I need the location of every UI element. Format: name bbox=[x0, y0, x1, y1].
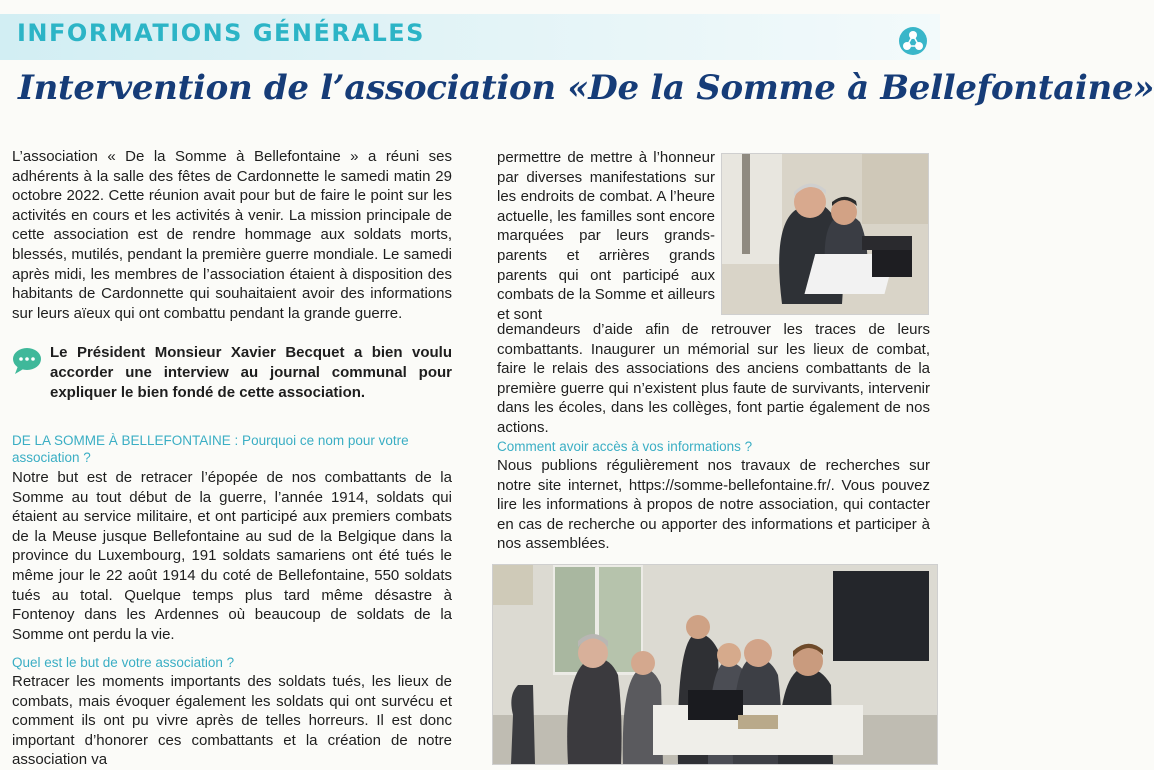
photo-group-meeting bbox=[492, 564, 938, 765]
president-callout bbox=[12, 343, 452, 403]
article-title: Intervention de l’association «De la Somme à Bellefontaine» bbox=[18, 68, 1154, 108]
photo-group-meeting-image bbox=[493, 565, 937, 764]
chat-bubble-icon bbox=[12, 347, 42, 375]
section-label: INFORMATIONS GÉNÉRALES bbox=[17, 19, 425, 47]
q2-heading: Quel est le but de votre association ? bbox=[12, 655, 235, 670]
q2-answer-part3: demandeurs d’aide afin de retrouver les traces de leurs combattants. Inaugurer un mémorial sur les lieux de combat, faire le relais des associations des anciens combattants de la première guerre qui n’existent plus faute de survivants, intervenir dans les écoles, dans les collèges, font partie également de nos actions. bbox=[497, 321, 930, 436]
q1-answer: Notre but est de retracer l’épopée de nos combattants de la Somme au tout début de la guerre, l’année 1914, soldats qui étaient au service militaire, et ont participé aux premiers combats de la Meuse jusque Bellefontaine au sud de la Belgique dans la province du Luxembourg, 191 soldats samariens ont été tués le même jour le 22 août 1914 du coté de Bellefontaine, 550 soldats tués au total. Quelque temps plus tard même désastre à Fontenoy dans les Ardennes où beaucoup de soldats de la Somme ont perdu la vie. bbox=[12, 469, 452, 643]
q2-answer-part2: permettre de mettre à l’honneur par diverses manifestations sur les endroits de combat. A l’heure actuelle, les familles sont encore marquées par leurs grands-parents et arrières grands parents qui ont participé aux combats de la Somme et ailleurs et sont bbox=[497, 149, 715, 323]
triangle-badge-icon bbox=[898, 26, 928, 56]
intro-paragraph: L’association « De la Somme à Bellefontaine » a réuni ses adhérents à la salle des fêtes de Cardonnette le samedi matin 29 octobre 2022. Cette réunion avait pour but de faire le point sur les activités en cours et les activités à venir. La mission principale de cette association est de rendre hommage aux soldats morts, blessés, mutilés, pendant la première guerre mondiale. Le samedi après midi, les membres de l’association étaient à disposition des habitants de Cardonnette qui souhaitaient avoir des informations sur leurs aïeux qui ont combattu pendant la grande guerre. bbox=[12, 148, 452, 322]
q2-answer-part1: Retracer les moments importants des soldats tués, les lieux de combats, mais évoquer également les soldats qui ont survécu et comment ils ont pu vivre après de telles horreurs. Il est donc important d’honorer ces combattants et la création de notre association va bbox=[12, 673, 452, 769]
q3-heading: Comment avoir accès à vos informations ? bbox=[497, 439, 753, 454]
photo-men-laptop-image bbox=[722, 154, 928, 314]
president-statement: Le Président Monsieur Xavier Becquet a bien voulu accorder une interview au journal communal pour expliquer le bien fondé de cette association. bbox=[50, 344, 452, 401]
photo-men-laptop bbox=[721, 153, 929, 315]
q3-answer: Nous publions régulièrement nos travaux de recherches sur notre site internet, https://somme-bellefontaine.fr/. Vous pouvez lire les informations à propos de notre association, qui contacter en cas de recherche ou apporter des informations et participer à nos assemblées. bbox=[497, 457, 930, 553]
q1-heading: DE LA SOMME À BELLEFONTAINE : Pourquoi ce nom pour votre association ? bbox=[12, 433, 409, 465]
